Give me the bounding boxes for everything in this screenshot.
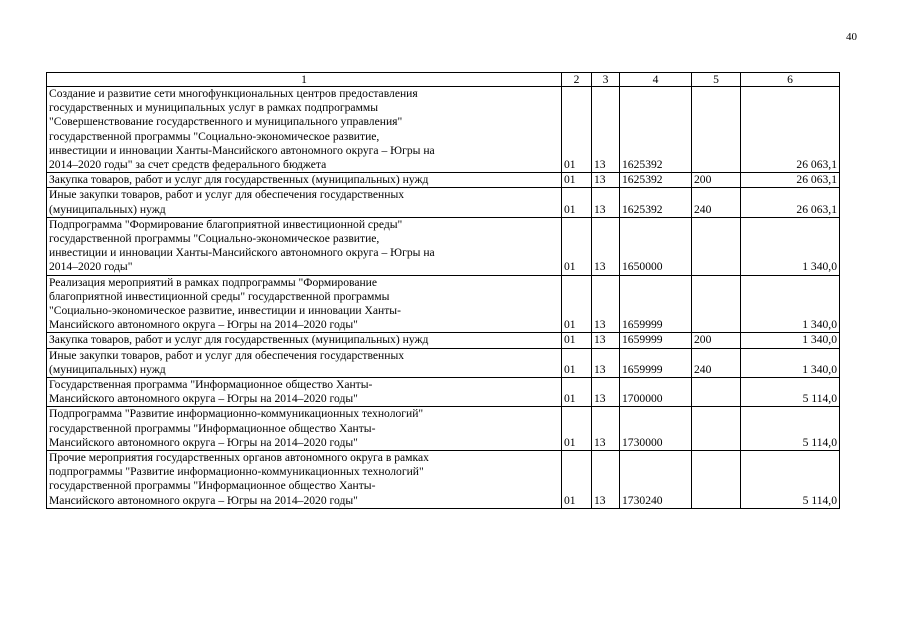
row-subsection: 13 bbox=[592, 173, 620, 188]
page-number: 40 bbox=[846, 31, 857, 43]
header-row bbox=[47, 73, 840, 87]
row-expense-type: 200 bbox=[692, 333, 741, 348]
table-row bbox=[47, 333, 840, 348]
table-row bbox=[47, 217, 840, 275]
row-target-code: 1659999 bbox=[620, 333, 692, 348]
table-row bbox=[47, 87, 840, 173]
row-amount: 1 340,0 bbox=[741, 333, 840, 348]
header-col-5: 5 bbox=[692, 73, 741, 87]
row-subsection: 13 bbox=[592, 348, 620, 377]
row-section: 01 bbox=[562, 188, 592, 217]
row-name: Государственная программа "Информационное общество Ханты- Мансийского автономного округа – Югры на 2014–2020 годы" bbox=[47, 378, 562, 407]
row-target-code: 1659999 bbox=[620, 348, 692, 377]
row-subsection: 13 bbox=[592, 333, 620, 348]
row-expense-type bbox=[692, 378, 741, 407]
row-target-code: 1730000 bbox=[620, 407, 692, 451]
header-col-6: 6 bbox=[741, 73, 840, 87]
row-expense-type: 240 bbox=[692, 188, 741, 217]
row-subsection: 13 bbox=[592, 217, 620, 275]
row-amount: 5 114,0 bbox=[741, 407, 840, 451]
row-section: 01 bbox=[562, 407, 592, 451]
table-row bbox=[47, 275, 840, 333]
row-expense-type bbox=[692, 87, 741, 173]
row-subsection: 13 bbox=[592, 275, 620, 333]
row-expense-type bbox=[692, 407, 741, 451]
row-target-code: 1730240 bbox=[620, 451, 692, 509]
row-target-code: 1650000 bbox=[620, 217, 692, 275]
table-row bbox=[47, 188, 840, 217]
row-name: Закупка товаров, работ и услуг для государственных (муниципальных) нужд bbox=[47, 333, 562, 348]
table-row bbox=[47, 348, 840, 377]
row-section: 01 bbox=[562, 378, 592, 407]
row-target-code: 1659999 bbox=[620, 275, 692, 333]
row-subsection: 13 bbox=[592, 188, 620, 217]
header-col-4: 4 bbox=[620, 73, 692, 87]
row-section: 01 bbox=[562, 275, 592, 333]
row-section: 01 bbox=[562, 217, 592, 275]
row-target-code: 1700000 bbox=[620, 378, 692, 407]
budget-table bbox=[46, 72, 840, 509]
row-name: Иные закупки товаров, работ и услуг для обеспечения государственных (муниципальных) нужд bbox=[47, 188, 562, 217]
row-name: Иные закупки товаров, работ и услуг для обеспечения государственных (муниципальных) нужд bbox=[47, 348, 562, 377]
header-col-1: 1 bbox=[47, 73, 562, 87]
row-target-code: 1625392 bbox=[620, 87, 692, 173]
row-subsection: 13 bbox=[592, 87, 620, 173]
header-col-3: 3 bbox=[592, 73, 620, 87]
row-expense-type bbox=[692, 451, 741, 509]
row-section: 01 bbox=[562, 348, 592, 377]
row-amount: 5 114,0 bbox=[741, 378, 840, 407]
row-name: Прочие мероприятия государственных органов автономного округа в рамках подпрограммы "Развитие информационно-коммуникационных технологий" государственной программы "Информационное общество Ханты- Мансийского автономного округа – Югры на 2014–2020 годы" bbox=[47, 451, 562, 509]
row-section: 01 bbox=[562, 87, 592, 173]
table-row bbox=[47, 407, 840, 451]
table-body bbox=[47, 87, 840, 509]
row-name: Подпрограмма "Формирование благоприятной инвестиционной среды" государственной программы "Социально-экономическое развитие, инвестиции и инновации Ханты-Мансийского автономного округа – Югры на 2014–2020 годы" bbox=[47, 217, 562, 275]
table-row bbox=[47, 173, 840, 188]
row-target-code: 1625392 bbox=[620, 188, 692, 217]
row-amount: 1 340,0 bbox=[741, 275, 840, 333]
row-amount: 1 340,0 bbox=[741, 217, 840, 275]
row-expense-type: 200 bbox=[692, 173, 741, 188]
row-subsection: 13 bbox=[592, 451, 620, 509]
row-name: Реализация мероприятий в рамках подпрограммы "Формирование благоприятной инвестиционной среды" государственной программы "Социально-экономическое развитие, инвестиции и инновации Ханты- Мансийского автономного округа – Югры на 2014–2020 годы" bbox=[47, 275, 562, 333]
row-section: 01 bbox=[562, 333, 592, 348]
row-amount: 26 063,1 bbox=[741, 173, 840, 188]
row-name: Подпрограмма "Развитие информационно-коммуникационных технологий" государственной программы "Информационное общество Ханты- Мансийского автономного округа – Югры на 2014–2020 годы" bbox=[47, 407, 562, 451]
row-expense-type bbox=[692, 217, 741, 275]
row-amount: 1 340,0 bbox=[741, 348, 840, 377]
row-section: 01 bbox=[562, 173, 592, 188]
row-expense-type: 240 bbox=[692, 348, 741, 377]
row-subsection: 13 bbox=[592, 407, 620, 451]
header-col-2: 2 bbox=[562, 73, 592, 87]
row-expense-type bbox=[692, 275, 741, 333]
row-target-code: 1625392 bbox=[620, 173, 692, 188]
table-row bbox=[47, 451, 840, 509]
row-section: 01 bbox=[562, 451, 592, 509]
row-subsection: 13 bbox=[592, 378, 620, 407]
row-amount: 26 063,1 bbox=[741, 87, 840, 173]
row-name: Создание и развитие сети многофункциональных центров предоставления государственных и муниципальных услуг в рамках подпрограммы "Совершенствование государственного и муниципального управления" государственной программы "Социально-экономическое развитие, инвестиции и инновации Ханты-Мансийского автономного округа – Югры на 2014–2020 годы" за счет средств федерального бюджета bbox=[47, 87, 562, 173]
table-row bbox=[47, 378, 840, 407]
row-name: Закупка товаров, работ и услуг для государственных (муниципальных) нужд bbox=[47, 173, 562, 188]
row-amount: 5 114,0 bbox=[741, 451, 840, 509]
row-amount: 26 063,1 bbox=[741, 188, 840, 217]
table-header bbox=[47, 73, 840, 87]
